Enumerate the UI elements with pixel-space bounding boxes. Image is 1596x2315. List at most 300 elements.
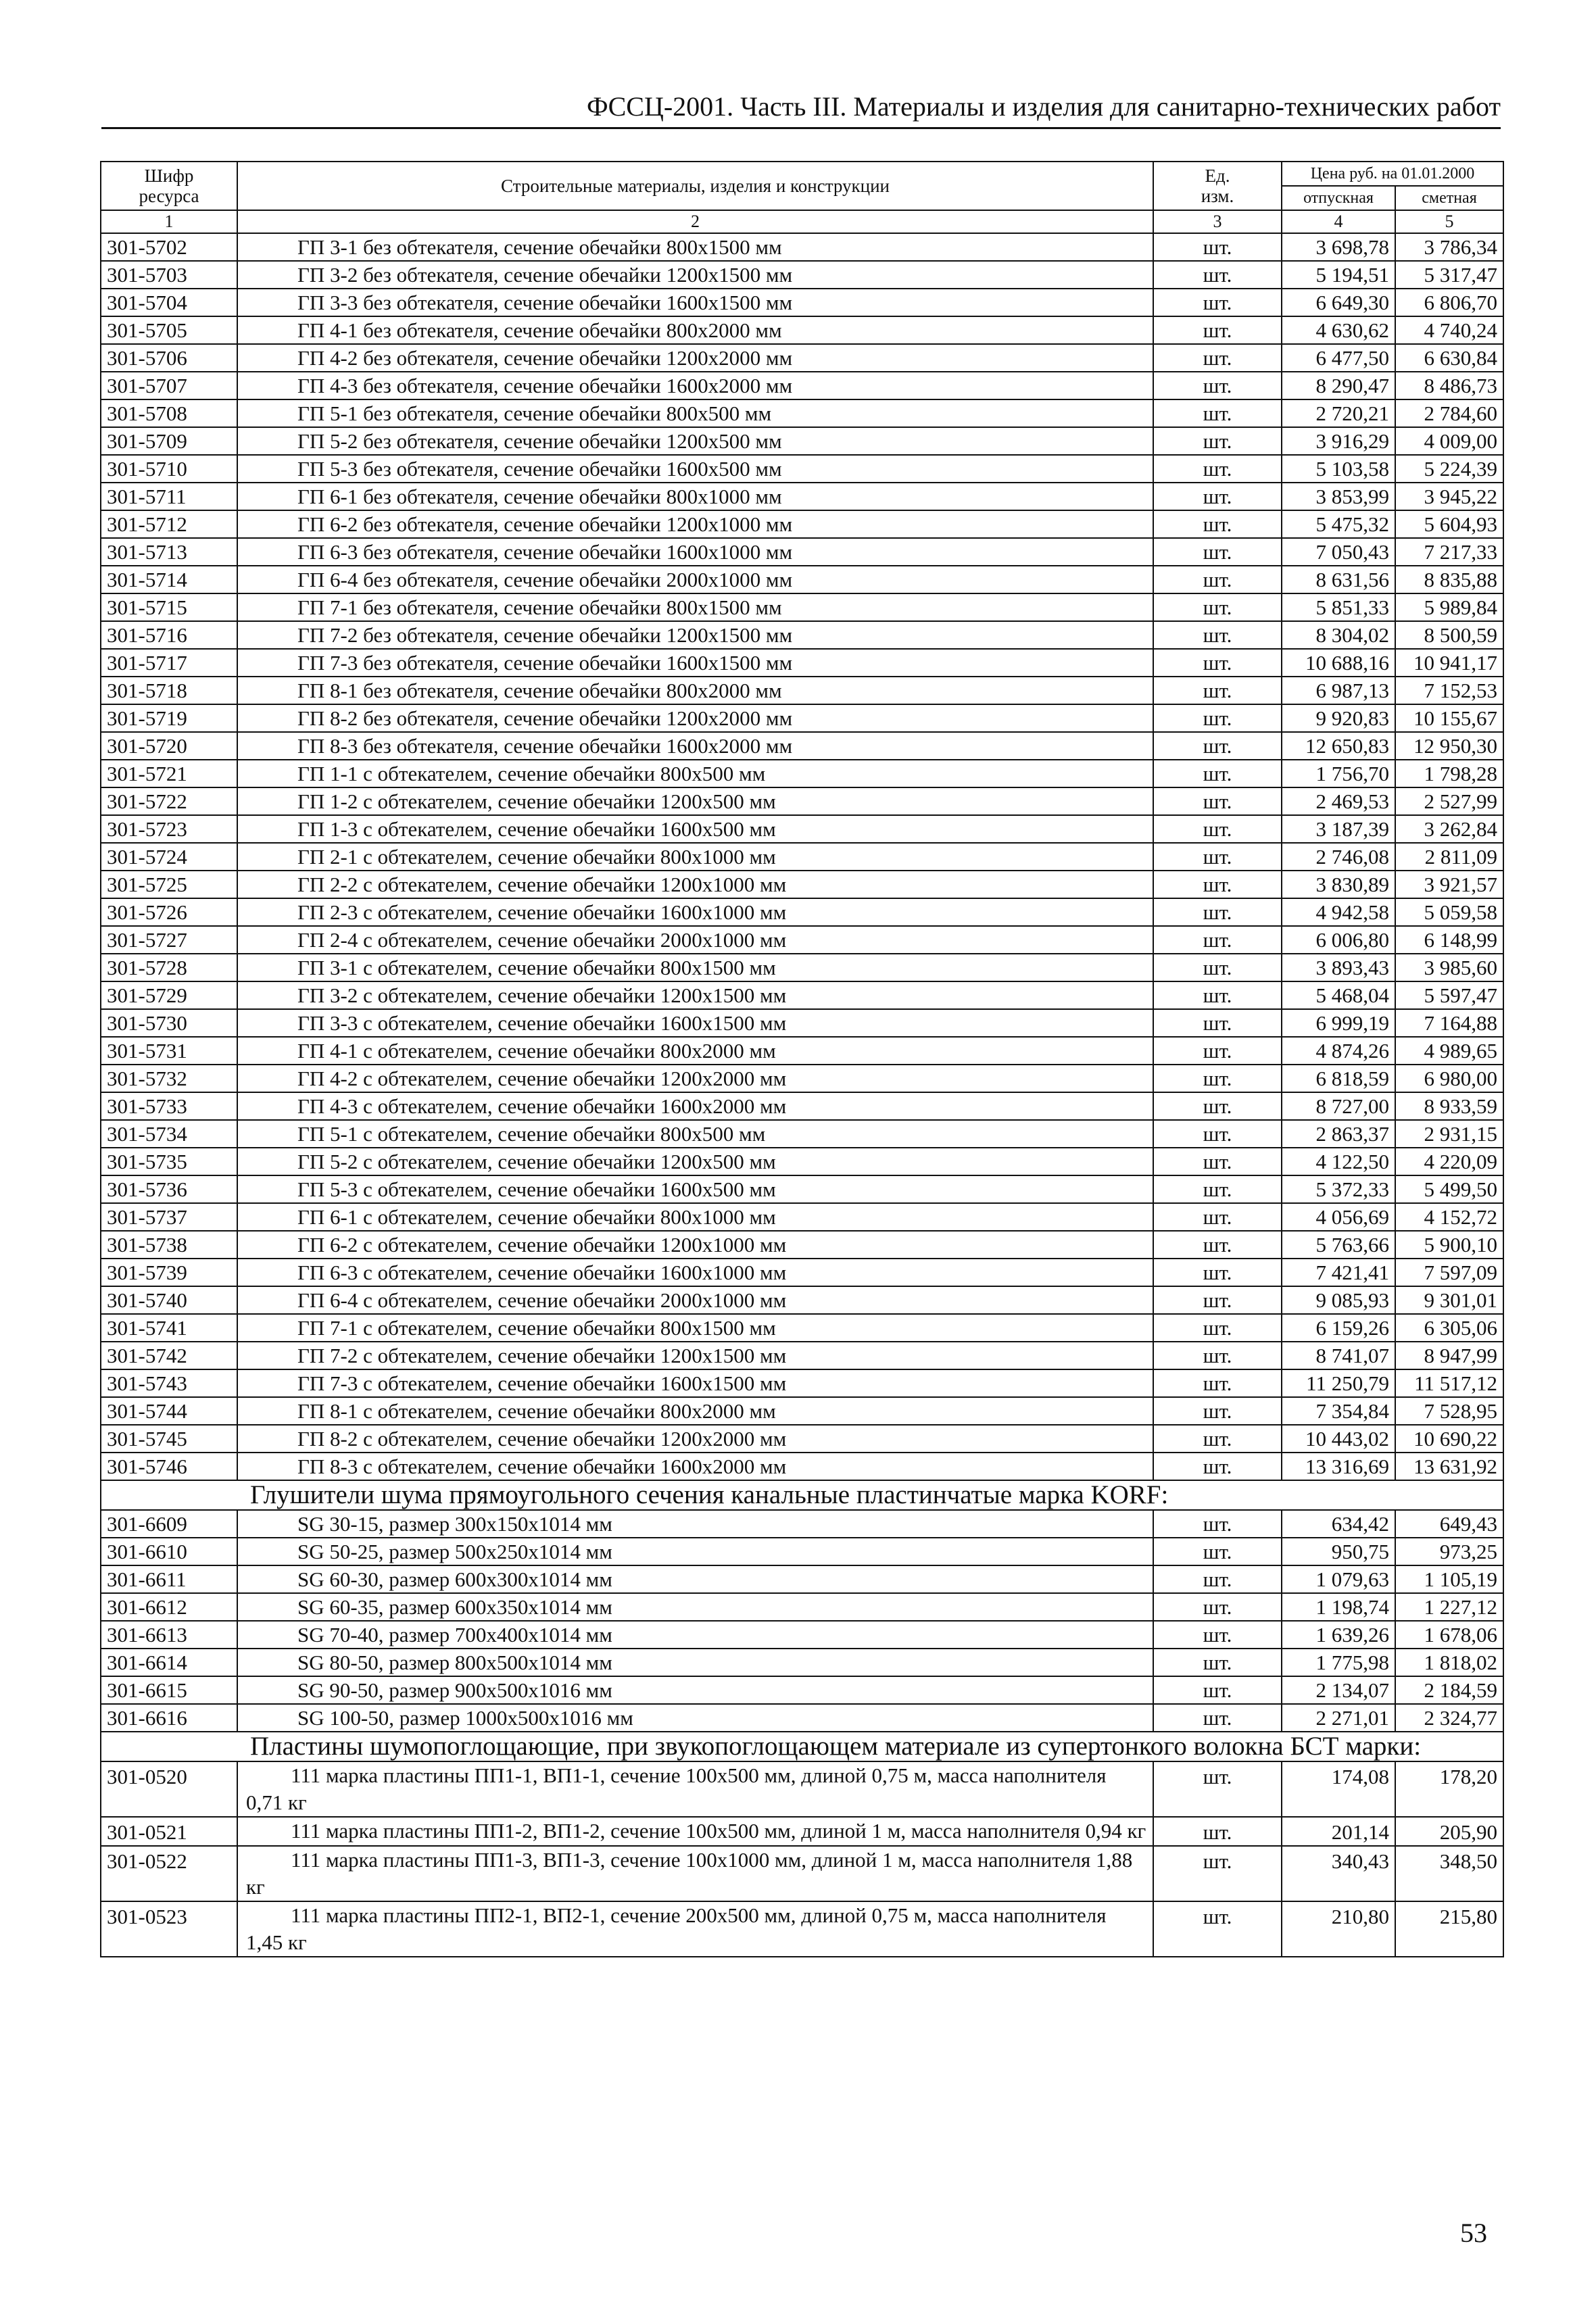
item-name-cell: ГП 3-2 без обтекателя, сечение обечайки 1200х1500 мм <box>237 261 1153 289</box>
item-name-cell: ГП 3-3 с обтекателем, сечение обечайки 1600х1500 мм <box>237 1009 1153 1037</box>
estimate-price-cell: 8 835,88 <box>1395 566 1503 593</box>
table-row <box>101 483 1503 510</box>
resource-code-cell: 301-6615 <box>101 1676 237 1704</box>
resource-code-cell: 301-5708 <box>101 399 237 427</box>
estimate-price-cell: 4 220,09 <box>1395 1148 1503 1175</box>
release-price-cell: 8 304,02 <box>1282 621 1395 649</box>
col-header-unit-line2: изм. <box>1201 186 1234 206</box>
release-price-cell: 210,80 <box>1282 1901 1395 1957</box>
resource-code-cell: 301-6611 <box>101 1565 237 1593</box>
table-row <box>101 427 1503 455</box>
resource-code-cell: 301-5716 <box>101 621 237 649</box>
resource-code-cell: 301-0521 <box>101 1817 237 1846</box>
estimate-price-cell: 4 740,24 <box>1395 316 1503 344</box>
release-price-cell: 9 085,93 <box>1282 1286 1395 1314</box>
estimate-price-cell: 649,43 <box>1395 1510 1503 1538</box>
resource-code-cell: 301-5718 <box>101 677 237 704</box>
release-price-cell: 7 421,41 <box>1282 1259 1395 1286</box>
table-row <box>101 1369 1503 1397</box>
estimate-price-cell: 13 631,92 <box>1395 1453 1503 1480</box>
estimate-price-cell: 3 262,84 <box>1395 815 1503 843</box>
item-name-cell: ГП 5-1 с обтекателем, сечение обечайки 800х500 мм <box>237 1120 1153 1148</box>
resource-code-cell: 301-6610 <box>101 1538 237 1565</box>
estimate-price-cell: 2 931,15 <box>1395 1120 1503 1148</box>
release-price-cell: 5 763,66 <box>1282 1231 1395 1259</box>
release-price-cell: 2 746,08 <box>1282 843 1395 871</box>
estimate-price-cell: 2 527,99 <box>1395 787 1503 815</box>
item-name-cell: SG 80-50, размер 800х500х1014 мм <box>237 1649 1153 1676</box>
release-price-cell: 1 756,70 <box>1282 760 1395 787</box>
release-price-cell: 3 187,39 <box>1282 815 1395 843</box>
table-row <box>101 1286 1503 1314</box>
table-row <box>101 566 1503 593</box>
unit-cell: шт. <box>1153 1453 1282 1480</box>
release-price-cell: 11 250,79 <box>1282 1369 1395 1397</box>
estimate-price-cell: 2 324,77 <box>1395 1704 1503 1732</box>
table-row <box>101 1092 1503 1120</box>
table-row <box>101 926 1503 954</box>
estimate-price-cell: 7 164,88 <box>1395 1009 1503 1037</box>
release-price-cell: 8 741,07 <box>1282 1342 1395 1369</box>
unit-cell: шт. <box>1153 1397 1282 1425</box>
item-name-cell: ГП 7-2 с обтекателем, сечение обечайки 1200х1500 мм <box>237 1342 1153 1369</box>
table-row <box>101 1565 1503 1593</box>
table-row <box>101 1538 1503 1565</box>
unit-cell: шт. <box>1153 1092 1282 1120</box>
item-name-cell: ГП 8-3 без обтекателя, сечение обечайки 1600х2000 мм <box>237 732 1153 760</box>
resource-code-cell: 301-5703 <box>101 261 237 289</box>
release-price-cell: 6 999,19 <box>1282 1009 1395 1037</box>
col-header-code-line1: Шифр <box>144 166 194 186</box>
unit-cell: шт. <box>1153 1037 1282 1065</box>
unit-cell: шт. <box>1153 233 1282 261</box>
item-name-cell: ГП 8-2 с обтекателем, сечение обечайки 1200х2000 мм <box>237 1425 1153 1453</box>
item-name-cell: ГП 4-1 с обтекателем, сечение обечайки 800х2000 мм <box>237 1037 1153 1065</box>
item-name-cell: 111 марка пластины ПП1-3, ВП1-3, сечение 100х1000 мм, длиной 1 м, масса наполнителя 1,88 кг <box>237 1846 1153 1901</box>
table-row <box>101 455 1503 483</box>
item-name-cell: ГП 6-3 без обтекателя, сечение обечайки 1600х1000 мм <box>237 538 1153 566</box>
item-name-cell: ГП 1-3 с обтекателем, сечение обечайки 1600х500 мм <box>237 815 1153 843</box>
estimate-price-cell: 3 985,60 <box>1395 954 1503 981</box>
estimate-price-cell: 6 980,00 <box>1395 1065 1503 1092</box>
release-price-cell: 8 631,56 <box>1282 566 1395 593</box>
item-name-cell: ГП 8-1 без обтекателя, сечение обечайки 800х2000 мм <box>237 677 1153 704</box>
table-row <box>101 233 1503 261</box>
table-row <box>101 1175 1503 1203</box>
table-row <box>101 316 1503 344</box>
estimate-price-cell: 8 500,59 <box>1395 621 1503 649</box>
release-price-cell: 4 056,69 <box>1282 1203 1395 1231</box>
release-price-cell: 3 853,99 <box>1282 483 1395 510</box>
table-row <box>101 399 1503 427</box>
resource-code-cell: 301-6613 <box>101 1621 237 1649</box>
estimate-price-cell: 178,20 <box>1395 1761 1503 1817</box>
estimate-price-cell: 7 217,33 <box>1395 538 1503 566</box>
item-name-cell: ГП 8-1 с обтекателем, сечение обечайки 800х2000 мм <box>237 1397 1153 1425</box>
estimate-price-cell: 5 059,58 <box>1395 898 1503 926</box>
item-name-cell: ГП 6-1 с обтекателем, сечение обечайки 800х1000 мм <box>237 1203 1153 1231</box>
unit-cell: шт. <box>1153 261 1282 289</box>
release-price-cell: 3 698,78 <box>1282 233 1395 261</box>
unit-cell: шт. <box>1153 704 1282 732</box>
item-name-cell: ГП 3-2 с обтекателем, сечение обечайки 1200х1500 мм <box>237 981 1153 1009</box>
table-row <box>101 981 1503 1009</box>
resource-code-cell: 301-5740 <box>101 1286 237 1314</box>
table-row <box>101 760 1503 787</box>
resource-code-cell: 301-5733 <box>101 1092 237 1120</box>
unit-cell: шт. <box>1153 427 1282 455</box>
estimate-price-cell: 7 597,09 <box>1395 1259 1503 1286</box>
release-price-cell: 201,14 <box>1282 1817 1395 1846</box>
resource-code-cell: 301-6609 <box>101 1510 237 1538</box>
table-row <box>101 1397 1503 1425</box>
unit-cell: шт. <box>1153 649 1282 677</box>
section-heading: Пластины шумопоглощающие, при звукопоглощающем материале из супертонкого волокна БСТ марки: <box>101 1732 1503 1761</box>
resource-code-cell: 301-6616 <box>101 1704 237 1732</box>
item-name-cell: ГП 7-1 без обтекателя, сечение обечайки 800х1500 мм <box>237 593 1153 621</box>
table-row <box>101 1148 1503 1175</box>
release-price-cell: 10 443,02 <box>1282 1425 1395 1453</box>
item-name-cell: 111 марка пластины ПП2-1, ВП2-1, сечение 200х500 мм, длиной 0,75 м, масса наполнителя 1,45 кг <box>237 1901 1153 1957</box>
estimate-price-cell: 8 933,59 <box>1395 1092 1503 1120</box>
item-name-cell: ГП 2-4 с обтекателем, сечение обечайки 2000х1000 мм <box>237 926 1153 954</box>
col-header-estimate-price: сметная <box>1395 186 1503 210</box>
unit-cell: шт. <box>1153 1009 1282 1037</box>
unit-cell: шт. <box>1153 1704 1282 1732</box>
table-row <box>101 1704 1503 1732</box>
unit-cell: шт. <box>1153 677 1282 704</box>
table-row <box>101 289 1503 316</box>
table-row <box>101 1314 1503 1342</box>
estimate-price-cell: 4 989,65 <box>1395 1037 1503 1065</box>
resource-code-cell: 301-5715 <box>101 593 237 621</box>
table-body <box>101 233 1503 1957</box>
estimate-price-cell: 6 630,84 <box>1395 344 1503 372</box>
release-price-cell: 174,08 <box>1282 1761 1395 1817</box>
resource-code-cell: 301-5704 <box>101 289 237 316</box>
unit-cell: шт. <box>1153 1846 1282 1901</box>
estimate-price-cell: 5 900,10 <box>1395 1231 1503 1259</box>
resource-code-cell: 301-5710 <box>101 455 237 483</box>
release-price-cell: 634,42 <box>1282 1510 1395 1538</box>
unit-cell: шт. <box>1153 621 1282 649</box>
unit-cell: шт. <box>1153 1676 1282 1704</box>
item-name-cell: ГП 8-2 без обтекателя, сечение обечайки 1200х2000 мм <box>237 704 1153 732</box>
release-price-cell: 5 194,51 <box>1282 261 1395 289</box>
resource-code-cell: 301-5743 <box>101 1369 237 1397</box>
estimate-price-cell: 9 301,01 <box>1395 1286 1503 1314</box>
table-row <box>101 1425 1503 1453</box>
table-row <box>101 787 1503 815</box>
release-price-cell: 5 851,33 <box>1282 593 1395 621</box>
item-name-cell: ГП 5-3 с обтекателем, сечение обечайки 1600х500 мм <box>237 1175 1153 1203</box>
item-name-cell: ГП 5-1 без обтекателя, сечение обечайки 800х500 мм <box>237 399 1153 427</box>
table-row <box>101 1621 1503 1649</box>
table-row <box>101 1009 1503 1037</box>
item-name-cell: ГП 4-3 с обтекателем, сечение обечайки 1600х2000 мм <box>237 1092 1153 1120</box>
resource-code-cell: 301-5741 <box>101 1314 237 1342</box>
unit-cell: шт. <box>1153 787 1282 815</box>
resource-code-cell: 301-5707 <box>101 372 237 399</box>
estimate-price-cell: 205,90 <box>1395 1817 1503 1846</box>
col-header-price-group: Цена руб. на 01.01.2000 <box>1282 162 1503 186</box>
unit-cell: шт. <box>1153 289 1282 316</box>
estimate-price-cell: 7 528,95 <box>1395 1397 1503 1425</box>
resource-code-cell: 301-5711 <box>101 483 237 510</box>
resource-code-cell: 301-5712 <box>101 510 237 538</box>
release-price-cell: 3 893,43 <box>1282 954 1395 981</box>
table-row <box>101 593 1503 621</box>
release-price-cell: 2 134,07 <box>1282 1676 1395 1704</box>
unit-cell: шт. <box>1153 372 1282 399</box>
release-price-cell: 5 468,04 <box>1282 981 1395 1009</box>
estimate-price-cell: 348,50 <box>1395 1846 1503 1901</box>
estimate-price-cell: 11 517,12 <box>1395 1369 1503 1397</box>
resource-code-cell: 301-5742 <box>101 1342 237 1369</box>
unit-cell: шт. <box>1153 815 1282 843</box>
table-row <box>101 372 1503 399</box>
estimate-price-cell: 5 224,39 <box>1395 455 1503 483</box>
col-header-code-line2: ресурса <box>139 186 199 206</box>
resource-code-cell: 301-5724 <box>101 843 237 871</box>
release-price-cell: 7 050,43 <box>1282 538 1395 566</box>
unit-cell: шт. <box>1153 455 1282 483</box>
resource-code-cell: 301-5735 <box>101 1148 237 1175</box>
release-price-cell: 6 818,59 <box>1282 1065 1395 1092</box>
resource-code-cell: 301-5709 <box>101 427 237 455</box>
resource-code-cell: 301-5720 <box>101 732 237 760</box>
table-row <box>101 1817 1503 1846</box>
item-name-cell: ГП 4-1 без обтекателя, сечение обечайки 800х2000 мм <box>237 316 1153 344</box>
unit-cell: шт. <box>1153 510 1282 538</box>
col-number: 4 <box>1282 210 1395 233</box>
unit-cell: шт. <box>1153 1175 1282 1203</box>
item-name-cell: 111 марка пластины ПП1-1, ВП1-1, сечение 100х500 мм, длиной 0,75 м, масса наполнителя 0,71 кг <box>237 1761 1153 1817</box>
resource-code-cell: 301-5732 <box>101 1065 237 1092</box>
item-name-cell: ГП 2-2 с обтекателем, сечение обечайки 1200х1000 мм <box>237 871 1153 898</box>
release-price-cell: 8 727,00 <box>1282 1092 1395 1120</box>
release-price-cell: 12 650,83 <box>1282 732 1395 760</box>
release-price-cell: 1 079,63 <box>1282 1565 1395 1593</box>
estimate-price-cell: 1 818,02 <box>1395 1649 1503 1676</box>
item-name-cell: ГП 5-3 без обтекателя, сечение обечайки 1600х500 мм <box>237 455 1153 483</box>
estimate-price-cell: 12 950,30 <box>1395 732 1503 760</box>
resource-code-cell: 301-5723 <box>101 815 237 843</box>
release-price-cell: 950,75 <box>1282 1538 1395 1565</box>
table-row <box>101 677 1503 704</box>
unit-cell: шт. <box>1153 1817 1282 1846</box>
resource-code-cell: 301-0523 <box>101 1901 237 1957</box>
estimate-price-cell: 10 690,22 <box>1395 1425 1503 1453</box>
item-name-cell: SG 60-30, размер 600х300х1014 мм <box>237 1565 1153 1593</box>
unit-cell: шт. <box>1153 1231 1282 1259</box>
release-price-cell: 1 198,74 <box>1282 1593 1395 1621</box>
item-name-cell: SG 60-35, размер 600х350х1014 мм <box>237 1593 1153 1621</box>
item-name-cell: ГП 6-4 без обтекателя, сечение обечайки 2000х1000 мм <box>237 566 1153 593</box>
table-row <box>101 1649 1503 1676</box>
unit-cell: шт. <box>1153 399 1282 427</box>
table-row <box>101 621 1503 649</box>
page-header: ФССЦ-2001. Часть III. Материалы и изделия для санитарно-технических работ <box>101 87 1501 129</box>
item-name-cell: ГП 5-2 без обтекателя, сечение обечайки 1200х500 мм <box>237 427 1153 455</box>
estimate-price-cell: 1 105,19 <box>1395 1565 1503 1593</box>
unit-cell: шт. <box>1153 1314 1282 1342</box>
table-row <box>101 704 1503 732</box>
estimate-price-cell: 8 947,99 <box>1395 1342 1503 1369</box>
release-price-cell: 4 874,26 <box>1282 1037 1395 1065</box>
release-price-cell: 6 987,13 <box>1282 677 1395 704</box>
release-price-cell: 2 863,37 <box>1282 1120 1395 1148</box>
item-name-cell: ГП 2-1 с обтекателем, сечение обечайки 800х1000 мм <box>237 843 1153 871</box>
unit-cell: шт. <box>1153 1565 1282 1593</box>
unit-cell: шт. <box>1153 1425 1282 1453</box>
section-heading-row <box>101 1732 1503 1761</box>
table-row <box>101 732 1503 760</box>
unit-cell: шт. <box>1153 1593 1282 1621</box>
unit-cell: шт. <box>1153 871 1282 898</box>
estimate-price-cell: 215,80 <box>1395 1901 1503 1957</box>
item-name-cell: ГП 6-1 без обтекателя, сечение обечайки 800х1000 мм <box>237 483 1153 510</box>
unit-cell: шт. <box>1153 1120 1282 1148</box>
col-number: 2 <box>237 210 1153 233</box>
table-row <box>101 1593 1503 1621</box>
resource-code-cell: 301-5736 <box>101 1175 237 1203</box>
price-table-container <box>100 161 1503 1957</box>
resource-code-cell: 301-5737 <box>101 1203 237 1231</box>
unit-cell: шт. <box>1153 1538 1282 1565</box>
unit-cell: шт. <box>1153 926 1282 954</box>
resource-code-cell: 301-5728 <box>101 954 237 981</box>
unit-cell: шт. <box>1153 760 1282 787</box>
estimate-price-cell: 973,25 <box>1395 1538 1503 1565</box>
unit-cell: шт. <box>1153 1342 1282 1369</box>
unit-cell: шт. <box>1153 1148 1282 1175</box>
estimate-price-cell: 1 227,12 <box>1395 1593 1503 1621</box>
table-row <box>101 1901 1503 1957</box>
release-price-cell: 6 159,26 <box>1282 1314 1395 1342</box>
release-price-cell: 6 649,30 <box>1282 289 1395 316</box>
release-price-cell: 7 354,84 <box>1282 1397 1395 1425</box>
table-row <box>101 1761 1503 1817</box>
table-row <box>101 815 1503 843</box>
col-header-release-price: отпускная <box>1282 186 1395 210</box>
unit-cell: шт. <box>1153 1369 1282 1397</box>
unit-cell: шт. <box>1153 981 1282 1009</box>
section-heading-row <box>101 1480 1503 1510</box>
item-name-cell: ГП 6-3 с обтекателем, сечение обечайки 1600х1000 мм <box>237 1259 1153 1286</box>
unit-cell: шт. <box>1153 954 1282 981</box>
unit-cell: шт. <box>1153 344 1282 372</box>
item-name-cell: ГП 7-2 без обтекателя, сечение обечайки 1200х1500 мм <box>237 621 1153 649</box>
item-name-cell: ГП 1-2 с обтекателем, сечение обечайки 1200х500 мм <box>237 787 1153 815</box>
unit-cell: шт. <box>1153 316 1282 344</box>
resource-code-cell: 301-5727 <box>101 926 237 954</box>
estimate-price-cell: 2 784,60 <box>1395 399 1503 427</box>
item-name-cell: ГП 6-2 с обтекателем, сечение обечайки 1200х1000 мм <box>237 1231 1153 1259</box>
resource-code-cell: 301-5730 <box>101 1009 237 1037</box>
resource-code-cell: 301-5714 <box>101 566 237 593</box>
col-header-name: Строительные материалы, изделия и конструкции <box>237 162 1153 210</box>
release-price-cell: 3 830,89 <box>1282 871 1395 898</box>
release-price-cell: 5 103,58 <box>1282 455 1395 483</box>
release-price-cell: 1 639,26 <box>1282 1621 1395 1649</box>
col-header-unit-line1: Ед. <box>1205 166 1230 186</box>
release-price-cell: 13 316,69 <box>1282 1453 1395 1480</box>
estimate-price-cell: 3 786,34 <box>1395 233 1503 261</box>
item-name-cell: ГП 3-3 без обтекателя, сечение обечайки 1600х1500 мм <box>237 289 1153 316</box>
col-header-unit <box>1153 162 1282 210</box>
table-row <box>101 1259 1503 1286</box>
estimate-price-cell: 5 317,47 <box>1395 261 1503 289</box>
table-row <box>101 1203 1503 1231</box>
item-name-cell: ГП 4-3 без обтекателя, сечение обечайки 1600х2000 мм <box>237 372 1153 399</box>
table-row <box>101 538 1503 566</box>
estimate-price-cell: 6 806,70 <box>1395 289 1503 316</box>
estimate-price-cell: 8 486,73 <box>1395 372 1503 399</box>
resource-code-cell: 301-5734 <box>101 1120 237 1148</box>
estimate-price-cell: 4 152,72 <box>1395 1203 1503 1231</box>
item-name-cell: ГП 6-4 с обтекателем, сечение обечайки 2000х1000 мм <box>237 1286 1153 1314</box>
estimate-price-cell: 3 945,22 <box>1395 483 1503 510</box>
table-row <box>101 898 1503 926</box>
col-header-code <box>101 162 237 210</box>
table-row <box>101 1676 1503 1704</box>
table-row <box>101 1342 1503 1369</box>
estimate-price-cell: 6 305,06 <box>1395 1314 1503 1342</box>
item-name-cell: ГП 7-1 с обтекателем, сечение обечайки 800х1500 мм <box>237 1314 1153 1342</box>
item-name-cell: ГП 3-1 с обтекателем, сечение обечайки 800х1500 мм <box>237 954 1153 981</box>
resource-code-cell: 301-5717 <box>101 649 237 677</box>
unit-cell: шт. <box>1153 1203 1282 1231</box>
unit-cell: шт. <box>1153 1649 1282 1676</box>
resource-code-cell: 301-5726 <box>101 898 237 926</box>
resource-code-cell: 301-5744 <box>101 1397 237 1425</box>
estimate-price-cell: 1 678,06 <box>1395 1621 1503 1649</box>
estimate-price-cell: 4 009,00 <box>1395 427 1503 455</box>
release-price-cell: 2 720,21 <box>1282 399 1395 427</box>
unit-cell: шт. <box>1153 1621 1282 1649</box>
resource-code-cell: 301-5739 <box>101 1259 237 1286</box>
estimate-price-cell: 3 921,57 <box>1395 871 1503 898</box>
unit-cell: шт. <box>1153 593 1282 621</box>
estimate-price-cell: 6 148,99 <box>1395 926 1503 954</box>
release-price-cell: 340,43 <box>1282 1846 1395 1901</box>
col-number: 1 <box>101 210 237 233</box>
release-price-cell: 4 122,50 <box>1282 1148 1395 1175</box>
item-name-cell: SG 100-50, размер 1000х500х1016 мм <box>237 1704 1153 1732</box>
item-name-cell: SG 70-40, размер 700х400х1014 мм <box>237 1621 1153 1649</box>
estimate-price-cell: 5 499,50 <box>1395 1175 1503 1203</box>
unit-cell: шт. <box>1153 1761 1282 1817</box>
item-name-cell: ГП 1-1 с обтекателем, сечение обечайки 800х500 мм <box>237 760 1153 787</box>
release-price-cell: 6 477,50 <box>1282 344 1395 372</box>
unit-cell: шт. <box>1153 732 1282 760</box>
estimate-price-cell: 5 989,84 <box>1395 593 1503 621</box>
table-row <box>101 871 1503 898</box>
release-price-cell: 5 475,32 <box>1282 510 1395 538</box>
unit-cell: шт. <box>1153 1286 1282 1314</box>
col-number: 3 <box>1153 210 1282 233</box>
resource-code-cell: 301-5738 <box>101 1231 237 1259</box>
estimate-price-cell: 10 941,17 <box>1395 649 1503 677</box>
table-row <box>101 649 1503 677</box>
table-row <box>101 954 1503 981</box>
item-name-cell: SG 90-50, размер 900х500х1016 мм <box>237 1676 1153 1704</box>
table-row <box>101 843 1503 871</box>
table-row <box>101 261 1503 289</box>
unit-cell: шт. <box>1153 483 1282 510</box>
unit-cell: шт. <box>1153 1065 1282 1092</box>
